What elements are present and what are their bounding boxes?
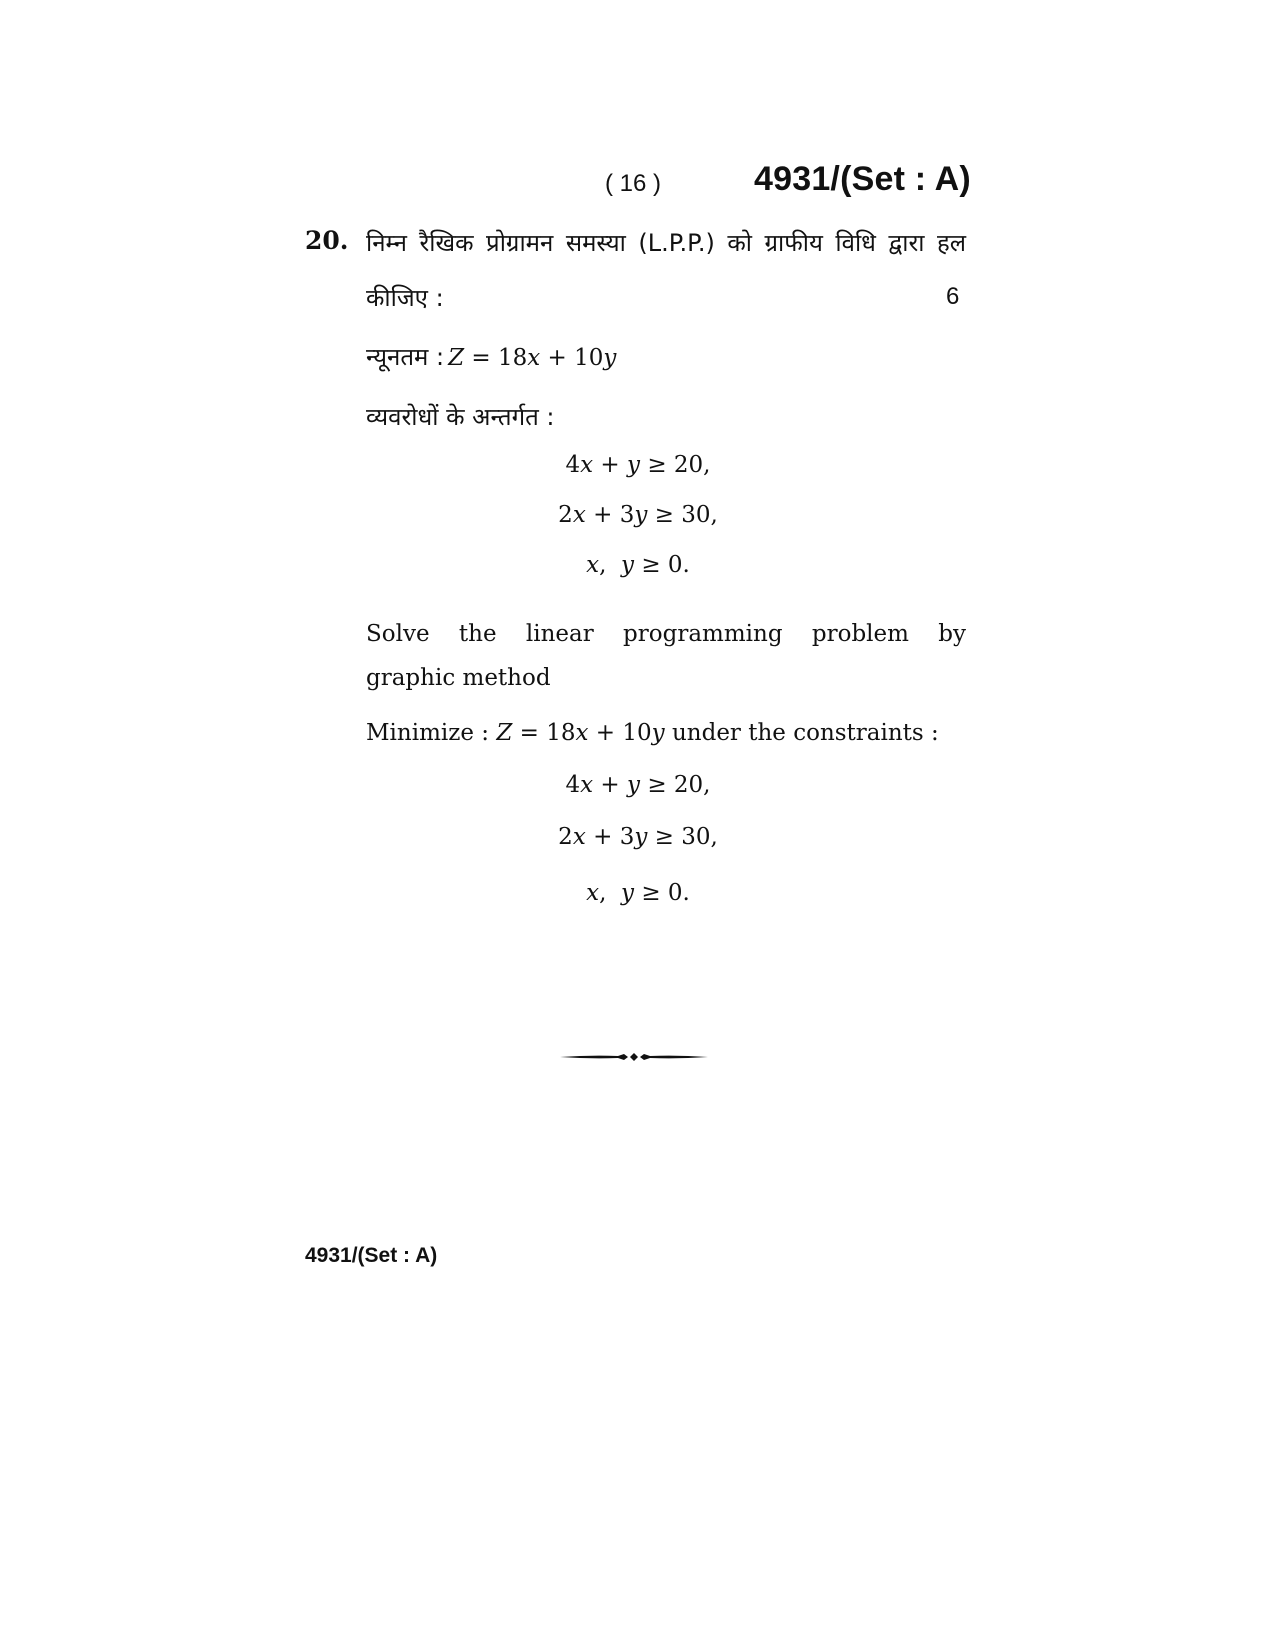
english-subject-to: under the constraints : [671, 720, 939, 746]
hindi-constraint-3: x, y ≥ 0. [586, 552, 690, 578]
english-constraint-1: 4x + y ≥ 20, [565, 772, 711, 798]
english-objective-row [366, 720, 939, 746]
english-minimize-label: Minimize : [366, 720, 490, 746]
english-constraint-3: x, y ≥ 0. [586, 880, 690, 906]
end-ornament [560, 1050, 708, 1069]
english-constraint-2: 2x + 3y ≥ 30, [558, 824, 718, 850]
paper-code-header: 4931/(Set : A) [754, 160, 971, 198]
hindi-instruction-line2: कीजिए : [366, 284, 444, 312]
paper-code-footer: 4931/(Set : A) [305, 1244, 438, 1267]
hindi-constraint-2: 2x + 3y ≥ 30, [558, 502, 718, 528]
page-number: ( 16 ) [605, 170, 662, 197]
hindi-constraint-1: 4x + y ≥ 20, [565, 452, 711, 478]
hindi-instruction-line1: निम्न रैखिक प्रोग्रामन समस्या (L.P.P.) को ग्राफीय विधि द्वारा हल [366, 229, 966, 257]
ornament-divider-icon [560, 1050, 708, 1064]
hindi-objective-function: Z = 18x + 10y [448, 345, 617, 371]
hindi-minimize-label: न्यूनतम : [366, 343, 445, 371]
hindi-subject-to: व्यवरोधों के अन्तर्गत : [366, 403, 555, 431]
hindi-objective-row [366, 340, 616, 373]
english-objective-function: Z = 18x + 10y [496, 720, 665, 746]
english-instruction-line2: graphic method [366, 665, 551, 691]
question-number: 20. [305, 226, 349, 255]
question-marks: 6 [946, 283, 960, 310]
english-instruction-line1: Solve the linear programming problem by [366, 621, 966, 647]
